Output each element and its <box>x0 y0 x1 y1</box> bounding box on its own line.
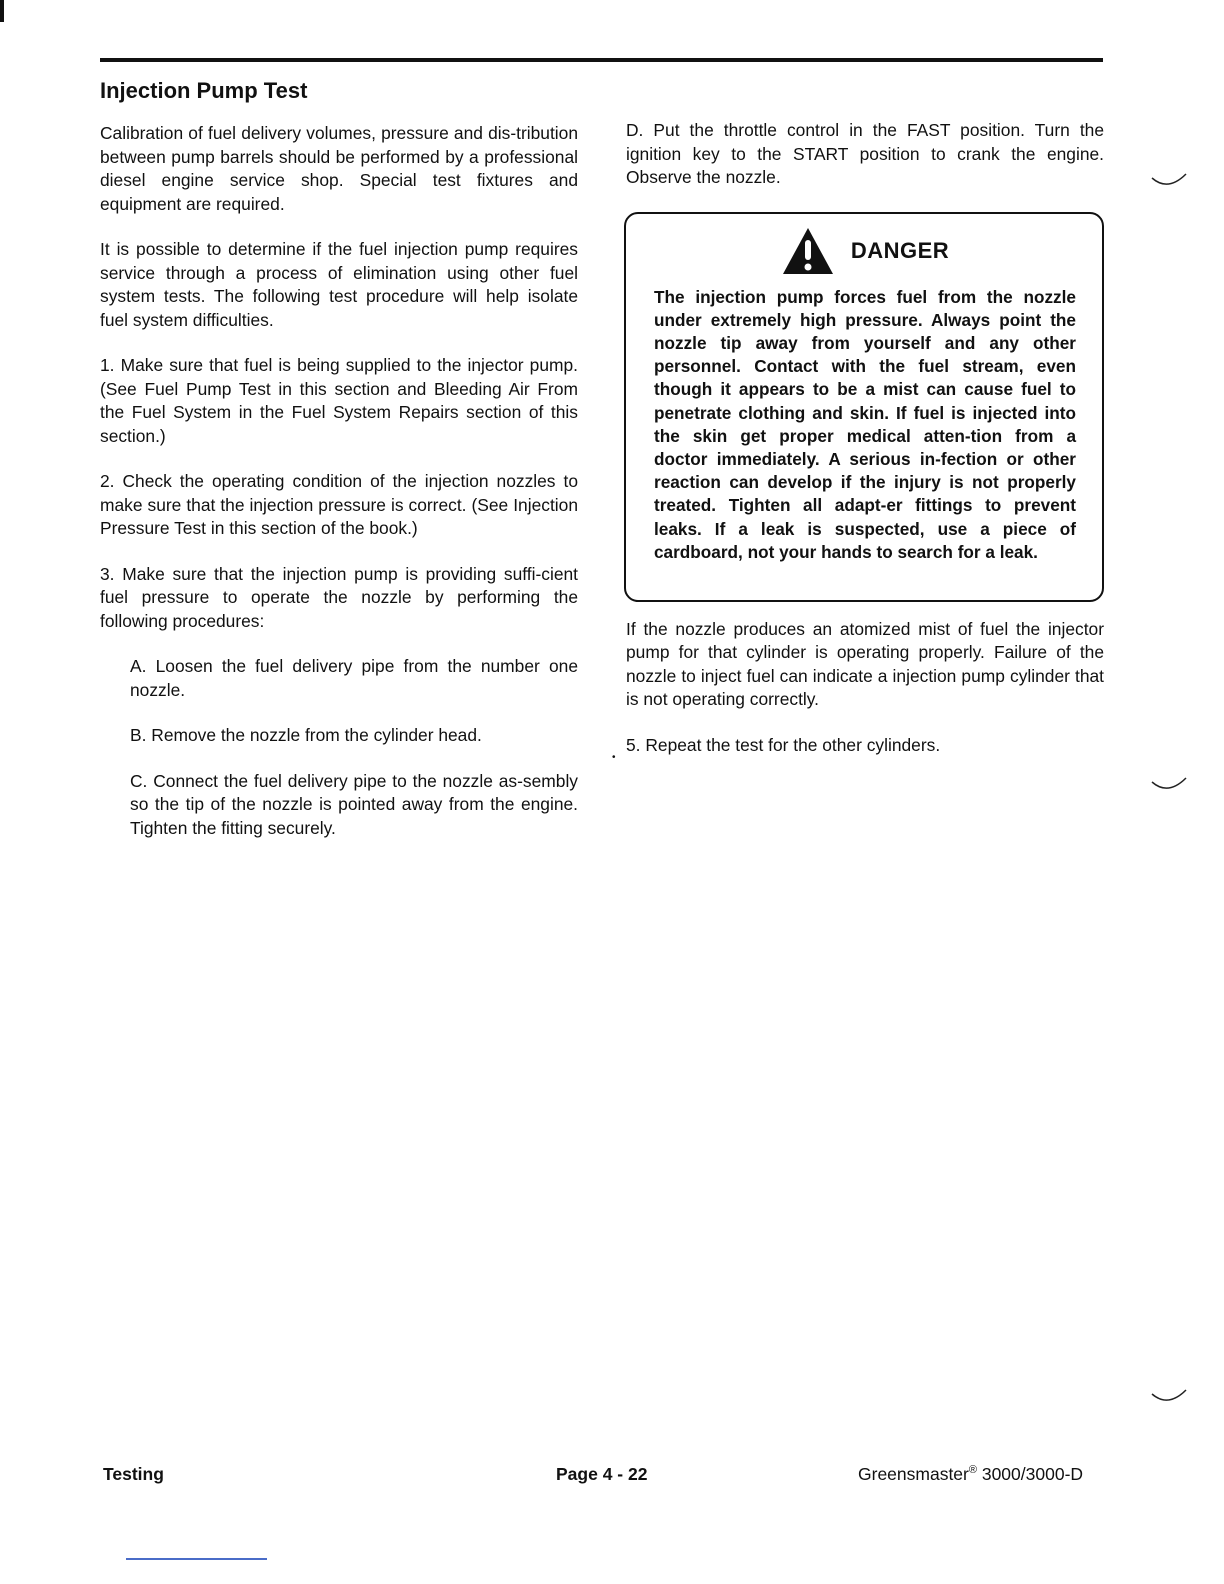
intro-paragraph: Calibration of fuel delivery volumes, pressure and dis-tribution between pump barrels should be performed by a professional diesel engine service shop. Special test fixtures and equipment are required. <box>100 123 578 214</box>
binding-hole-mark <box>1150 1388 1190 1408</box>
danger-text: The injection pump forces fuel from the nozzle under extremely high pressure. Always point the nozzle tip away from yourself and any other personnel. Contact with the fuel stream, even though it appears to be a mist can cause fuel to penetrate clothing and skin. If fuel is injected into the skin get proper medical atten-tion from a doctor immediately. A serious in-fection or other reaction can develop if the injury is not properly treated. Tighten all adapt-er fittings to prevent leaks. If a leak is suspected, use a piece of cardboard, not your hands to search for a leak. <box>654 286 1076 562</box>
danger-label: DANGER <box>850 237 950 263</box>
registered-mark: ® <box>968 1464 977 1477</box>
footer-product <box>858 1464 1083 1485</box>
footer-model: 3000/3000-D <box>976 1464 1084 1484</box>
result-paragraph: If the nozzle produces an atomized mist of fuel the injector pump for that cylinder is operating properly. Failure of the nozzle to inject fuel can indicate a injection pump cylinder that is not operating correctly. <box>626 618 1104 710</box>
substep-a: A. Loosen the fuel delivery pipe from the number one nozzle. <box>130 656 578 700</box>
substep-b: B. Remove the nozzle from the cylinder head. <box>130 725 482 745</box>
binding-hole-mark <box>1150 776 1190 796</box>
substep-d: D. Put the throttle control in the FAST position. Turn the ignition key to the START position to crank the engine. Observe the nozzle. <box>626 120 1104 187</box>
footer-brand: Greensmaster <box>858 1464 969 1484</box>
warning-triangle-icon <box>781 226 835 276</box>
substep-c: C. Connect the fuel delivery pipe to the nozzle as-sembly so the tip of the nozzle is pointed away from the engine. Tighten the fitting securely. <box>130 770 578 838</box>
section-title: Injection Pump Test <box>100 78 308 103</box>
scan-artifact-line <box>126 1558 267 1560</box>
elimination-paragraph: It is possible to determine if the fuel injection pump requires service through a process of elimination using other fuel system tests. The following test procedure will help isolate fuel system difficulties. <box>100 239 578 330</box>
step-5: 5. Repeat the test for the other cylinders. <box>626 734 941 755</box>
step-2: 2. Check the operating condition of the injection nozzles to make sure that the injection pressure is correct. (See Injection Pressure Test in this section of the book.) <box>100 471 578 538</box>
right-column <box>626 119 1104 779</box>
footer-section: Testing <box>103 1464 164 1484</box>
step-1: 1. Make sure that fuel is being supplied to the injector pump. (See Fuel Pump Test in this section and Bleeding Air From the Fuel System in the Fuel System Repairs section of this section.) <box>100 355 578 446</box>
binding-hole-mark <box>1150 172 1190 192</box>
step-3: 3. Make sure that the injection pump is providing suffi-cient fuel pressure to operate the nozzle by performing the following procedures: <box>100 563 578 631</box>
scan-edge-mark <box>0 0 4 22</box>
stray-dot: • <box>612 752 616 763</box>
left-column <box>100 122 578 862</box>
footer-page-number: Page 4 - 22 <box>556 1464 648 1484</box>
danger-box <box>624 212 1104 602</box>
header-rule <box>100 58 1103 62</box>
danger-header <box>654 226 1076 276</box>
